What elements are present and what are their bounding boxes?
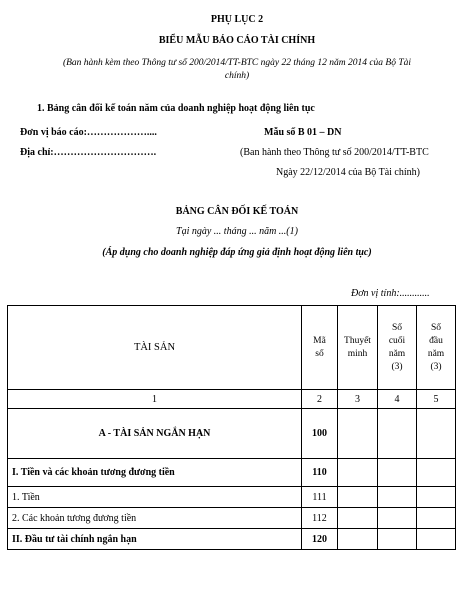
row-begin-value xyxy=(417,459,456,487)
row-end-value xyxy=(378,409,417,459)
reporting-unit-label: Đơn vị báo cáo:……………….... xyxy=(20,127,157,138)
row-begin-value xyxy=(417,508,456,529)
applicability-note: (Áp dụng cho doanh nghiệp đáp ứng giả định hoạt động liên tục) xyxy=(102,247,372,258)
date-line: Tại ngày ... tháng ... năm ...(1) xyxy=(176,226,298,237)
header-end-line4: (3) xyxy=(391,361,403,372)
header-code-line2: số xyxy=(315,348,324,359)
header-end-line1: Số xyxy=(391,322,403,333)
row-label: 1. Tiền xyxy=(8,487,302,508)
header-beginning-of-year xyxy=(417,306,456,390)
header-asset: TÀI SẢN xyxy=(8,306,302,390)
table-header-row xyxy=(8,306,456,390)
appendix-label: PHỤ LỤC 2 xyxy=(210,14,264,25)
column-number: 4 xyxy=(378,390,417,409)
row-end-value xyxy=(378,508,417,529)
row-end-value xyxy=(378,487,417,508)
row-note xyxy=(338,459,378,487)
column-number-row xyxy=(8,390,456,409)
row-code: 100 xyxy=(302,409,338,459)
row-label: II. Đầu tư tài chính ngắn hạn xyxy=(8,529,302,550)
header-begin-line4: (3) xyxy=(430,361,442,372)
header-end-of-year xyxy=(378,306,417,390)
issued-note-line1: (Ban hành kèm theo Thông tư số 200/2014/TT-BTC ngày 22 tháng 12 năm 2014 của Bộ Tài xyxy=(62,58,412,68)
column-number: 2 xyxy=(302,390,338,409)
row-code: 110 xyxy=(302,459,338,487)
header-begin-line2: đầu xyxy=(429,335,443,346)
row-end-value xyxy=(378,529,417,550)
table-row xyxy=(8,508,456,529)
form-note-line2: Ngày 22/12/2014 của Bộ Tài chính) xyxy=(276,167,420,178)
section-heading: 1. Bảng cân đối kế toán năm của doanh nghiệp hoạt động liên tục xyxy=(37,103,315,114)
row-begin-value xyxy=(417,487,456,508)
form-code: Mẫu số B 01 – DN xyxy=(264,127,342,138)
header-note-line2: minh xyxy=(347,348,368,359)
table-row xyxy=(8,459,456,487)
currency-unit: Đơn vị tính:............ xyxy=(351,288,430,299)
row-note xyxy=(338,529,378,550)
row-note xyxy=(338,409,378,459)
row-code: 111 xyxy=(302,487,338,508)
header-note-line1: Thuyết xyxy=(344,335,371,346)
row-code: 120 xyxy=(302,529,338,550)
row-label: A - TÀI SẢN NGẮN HẠN xyxy=(8,409,302,459)
balance-sheet-title: BẢNG CÂN ĐỐI KẾ TOÁN xyxy=(175,206,299,217)
column-number: 3 xyxy=(338,390,378,409)
header-begin-line3: năm xyxy=(427,348,445,359)
row-code: 112 xyxy=(302,508,338,529)
header-end-line2: cuối xyxy=(388,335,406,346)
row-note xyxy=(338,508,378,529)
address-label: Địa chỉ:…………………………. xyxy=(20,147,157,158)
table-row xyxy=(8,487,456,508)
row-label: 2. Các khoản tương đương tiền xyxy=(8,508,302,529)
header-note xyxy=(338,306,378,390)
row-note xyxy=(338,487,378,508)
balance-sheet-table xyxy=(7,305,456,550)
header-begin-line1: Số xyxy=(430,322,442,333)
document-title: BIỂU MẪU BÁO CÁO TÀI CHÍNH xyxy=(158,35,316,46)
form-note-line1: (Ban hành theo Thông tư số 200/2014/TT-BTC xyxy=(240,147,429,158)
issued-note-line2: chính) xyxy=(224,71,250,81)
table-row xyxy=(8,529,456,550)
table-row xyxy=(8,409,456,459)
header-end-line3: năm xyxy=(388,348,406,359)
row-end-value xyxy=(378,459,417,487)
row-begin-value xyxy=(417,529,456,550)
row-label: I. Tiền và các khoản tương đương tiền xyxy=(8,459,302,487)
header-code-line1: Mã xyxy=(313,335,326,346)
column-number: 1 xyxy=(8,390,302,409)
row-begin-value xyxy=(417,409,456,459)
header-code xyxy=(302,306,338,390)
column-number: 5 xyxy=(417,390,456,409)
